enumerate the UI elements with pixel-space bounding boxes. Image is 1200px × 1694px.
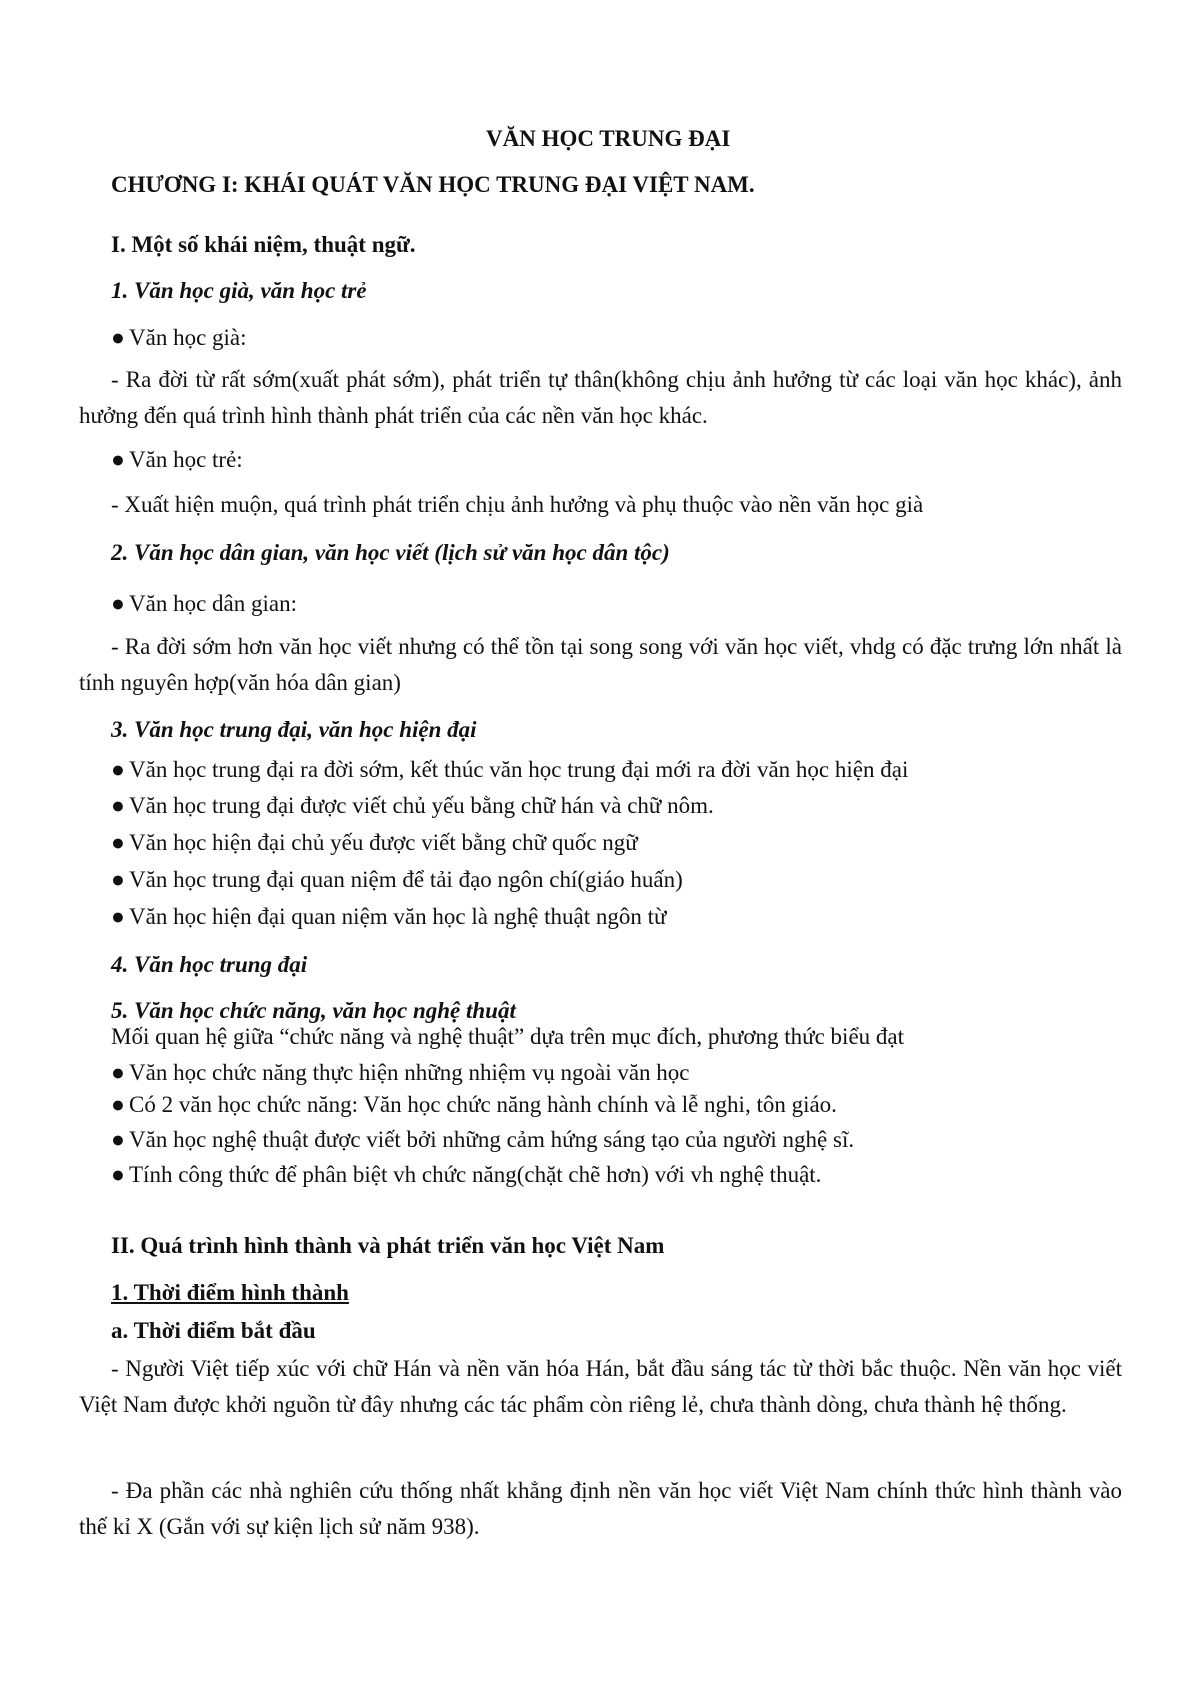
bullet-item: ● Văn học trẻ: (111, 445, 243, 475)
subsection-1-4-heading: 4. Văn học trung đại (111, 952, 308, 977)
paragraph: - Ra đời sớm hơn văn học viết nhưng có thể tồn tại song song với văn học viết, vhdg có đặc trưng lớn nhất là tính nguyên hợp(văn hóa dân gian) (79, 634, 1122, 695)
subsection-2-1-heading: 1. Thời điểm hình thành (111, 1280, 349, 1305)
bullet-item: ● Văn học trung đại quan niệm để tải đạo ngôn chí(giáo huấn) (111, 865, 683, 895)
subsection-1-1-heading: 1. Văn học già, văn học trẻ (111, 278, 367, 303)
bullet-icon: ● (111, 1060, 125, 1085)
bullet-icon: ● (111, 447, 125, 472)
bullet-item: ● Văn học hiện đại quan niệm văn học là nghệ thuật ngôn từ (111, 902, 667, 932)
bullet-item: ● Văn học nghệ thuật được viết bởi những cảm hứng sáng tạo của người nghệ sĩ. (111, 1125, 854, 1155)
bullet-icon: ● (111, 830, 125, 855)
bullet-icon: ● (111, 325, 125, 350)
bullet-icon: ● (111, 757, 125, 782)
bullet-item: ● Văn học trung đại được viết chủ yếu bằng chữ hán và chữ nôm. (111, 791, 714, 821)
subsection-2-1a-heading: a. Thời điểm bắt đầu (111, 1318, 316, 1343)
paragraph: Mối quan hệ giữa “chức năng và nghệ thuật” dựa trên mục đích, phương thức biểu đạt (111, 1024, 905, 1049)
paragraph: - Đa phần các nhà nghiên cứu thống nhất khẳng định nền văn học viết Việt Nam chính thức hình thành vào thế kỉ X (Gắn với sự kiện lịch sử năm 938). (79, 1478, 1122, 1539)
page-title: VĂN HỌC TRUNG ĐẠI (486, 126, 731, 151)
bullet-item: ● Có 2 văn học chức năng: Văn học chức năng hành chính và lễ nghi, tôn giáo. (111, 1090, 837, 1120)
bullet-icon: ● (111, 793, 125, 818)
subsection-1-5-heading: 5. Văn học chức năng, văn học nghệ thuật (111, 998, 516, 1023)
bullet-item: ● Văn học dân gian: (111, 589, 297, 619)
paragraph: - Ra đời từ rất sớm(xuất phát sớm), phát triển tự thân(không chịu ảnh hưởng từ các loại văn học khác), ảnh hưởng đến quá trình hình thành phát triển của các nền văn học khác. (79, 367, 1122, 428)
bullet-icon: ● (111, 904, 125, 929)
bullet-icon: ● (111, 1162, 125, 1187)
bullet-icon: ● (111, 1092, 125, 1117)
bullet-item: ● Văn học già: (111, 323, 247, 353)
bullet-item: ● Tính công thức để phân biệt vh chức năng(chặt chẽ hơn) với vh nghệ thuật. (111, 1160, 821, 1190)
bullet-item: ● Văn học trung đại ra đời sớm, kết thúc văn học trung đại mới ra đời văn học hiện đại (111, 755, 908, 785)
paragraph: - Xuất hiện muộn, quá trình phát triển chịu ảnh hưởng và phụ thuộc vào nền văn học già (111, 492, 924, 517)
bullet-item: ● Văn học chức năng thực hiện những nhiệm vụ ngoài văn học (111, 1058, 690, 1088)
bullet-icon: ● (111, 867, 125, 892)
section-1-heading: I. Một số khái niệm, thuật ngữ. (111, 232, 416, 257)
chapter-heading: CHƯƠNG I: KHÁI QUÁT VĂN HỌC TRUNG ĐẠI VIỆT NAM. (111, 172, 755, 197)
subsection-1-3-heading: 3. Văn học trung đại, văn học hiện đại (111, 717, 477, 742)
paragraph: - Người Việt tiếp xúc với chữ Hán và nền văn hóa Hán, bắt đầu sáng tác từ thời bắc thuộc. Nền văn học viết Việt Nam được khởi nguồn từ đây nhưng các tác phẩm còn riêng lẻ, chưa thành dòng, chưa thành hệ thống. (79, 1356, 1122, 1417)
bullet-icon: ● (111, 591, 125, 616)
bullet-item: ● Văn học hiện đại chủ yếu được viết bằng chữ quốc ngữ (111, 828, 638, 858)
bullet-icon: ● (111, 1127, 125, 1152)
section-2-heading: II. Quá trình hình thành và phát triển văn học Việt Nam (111, 1233, 665, 1258)
subsection-1-2-heading: 2. Văn học dân gian, văn học viết (lịch sử văn học dân tộc) (111, 540, 670, 565)
